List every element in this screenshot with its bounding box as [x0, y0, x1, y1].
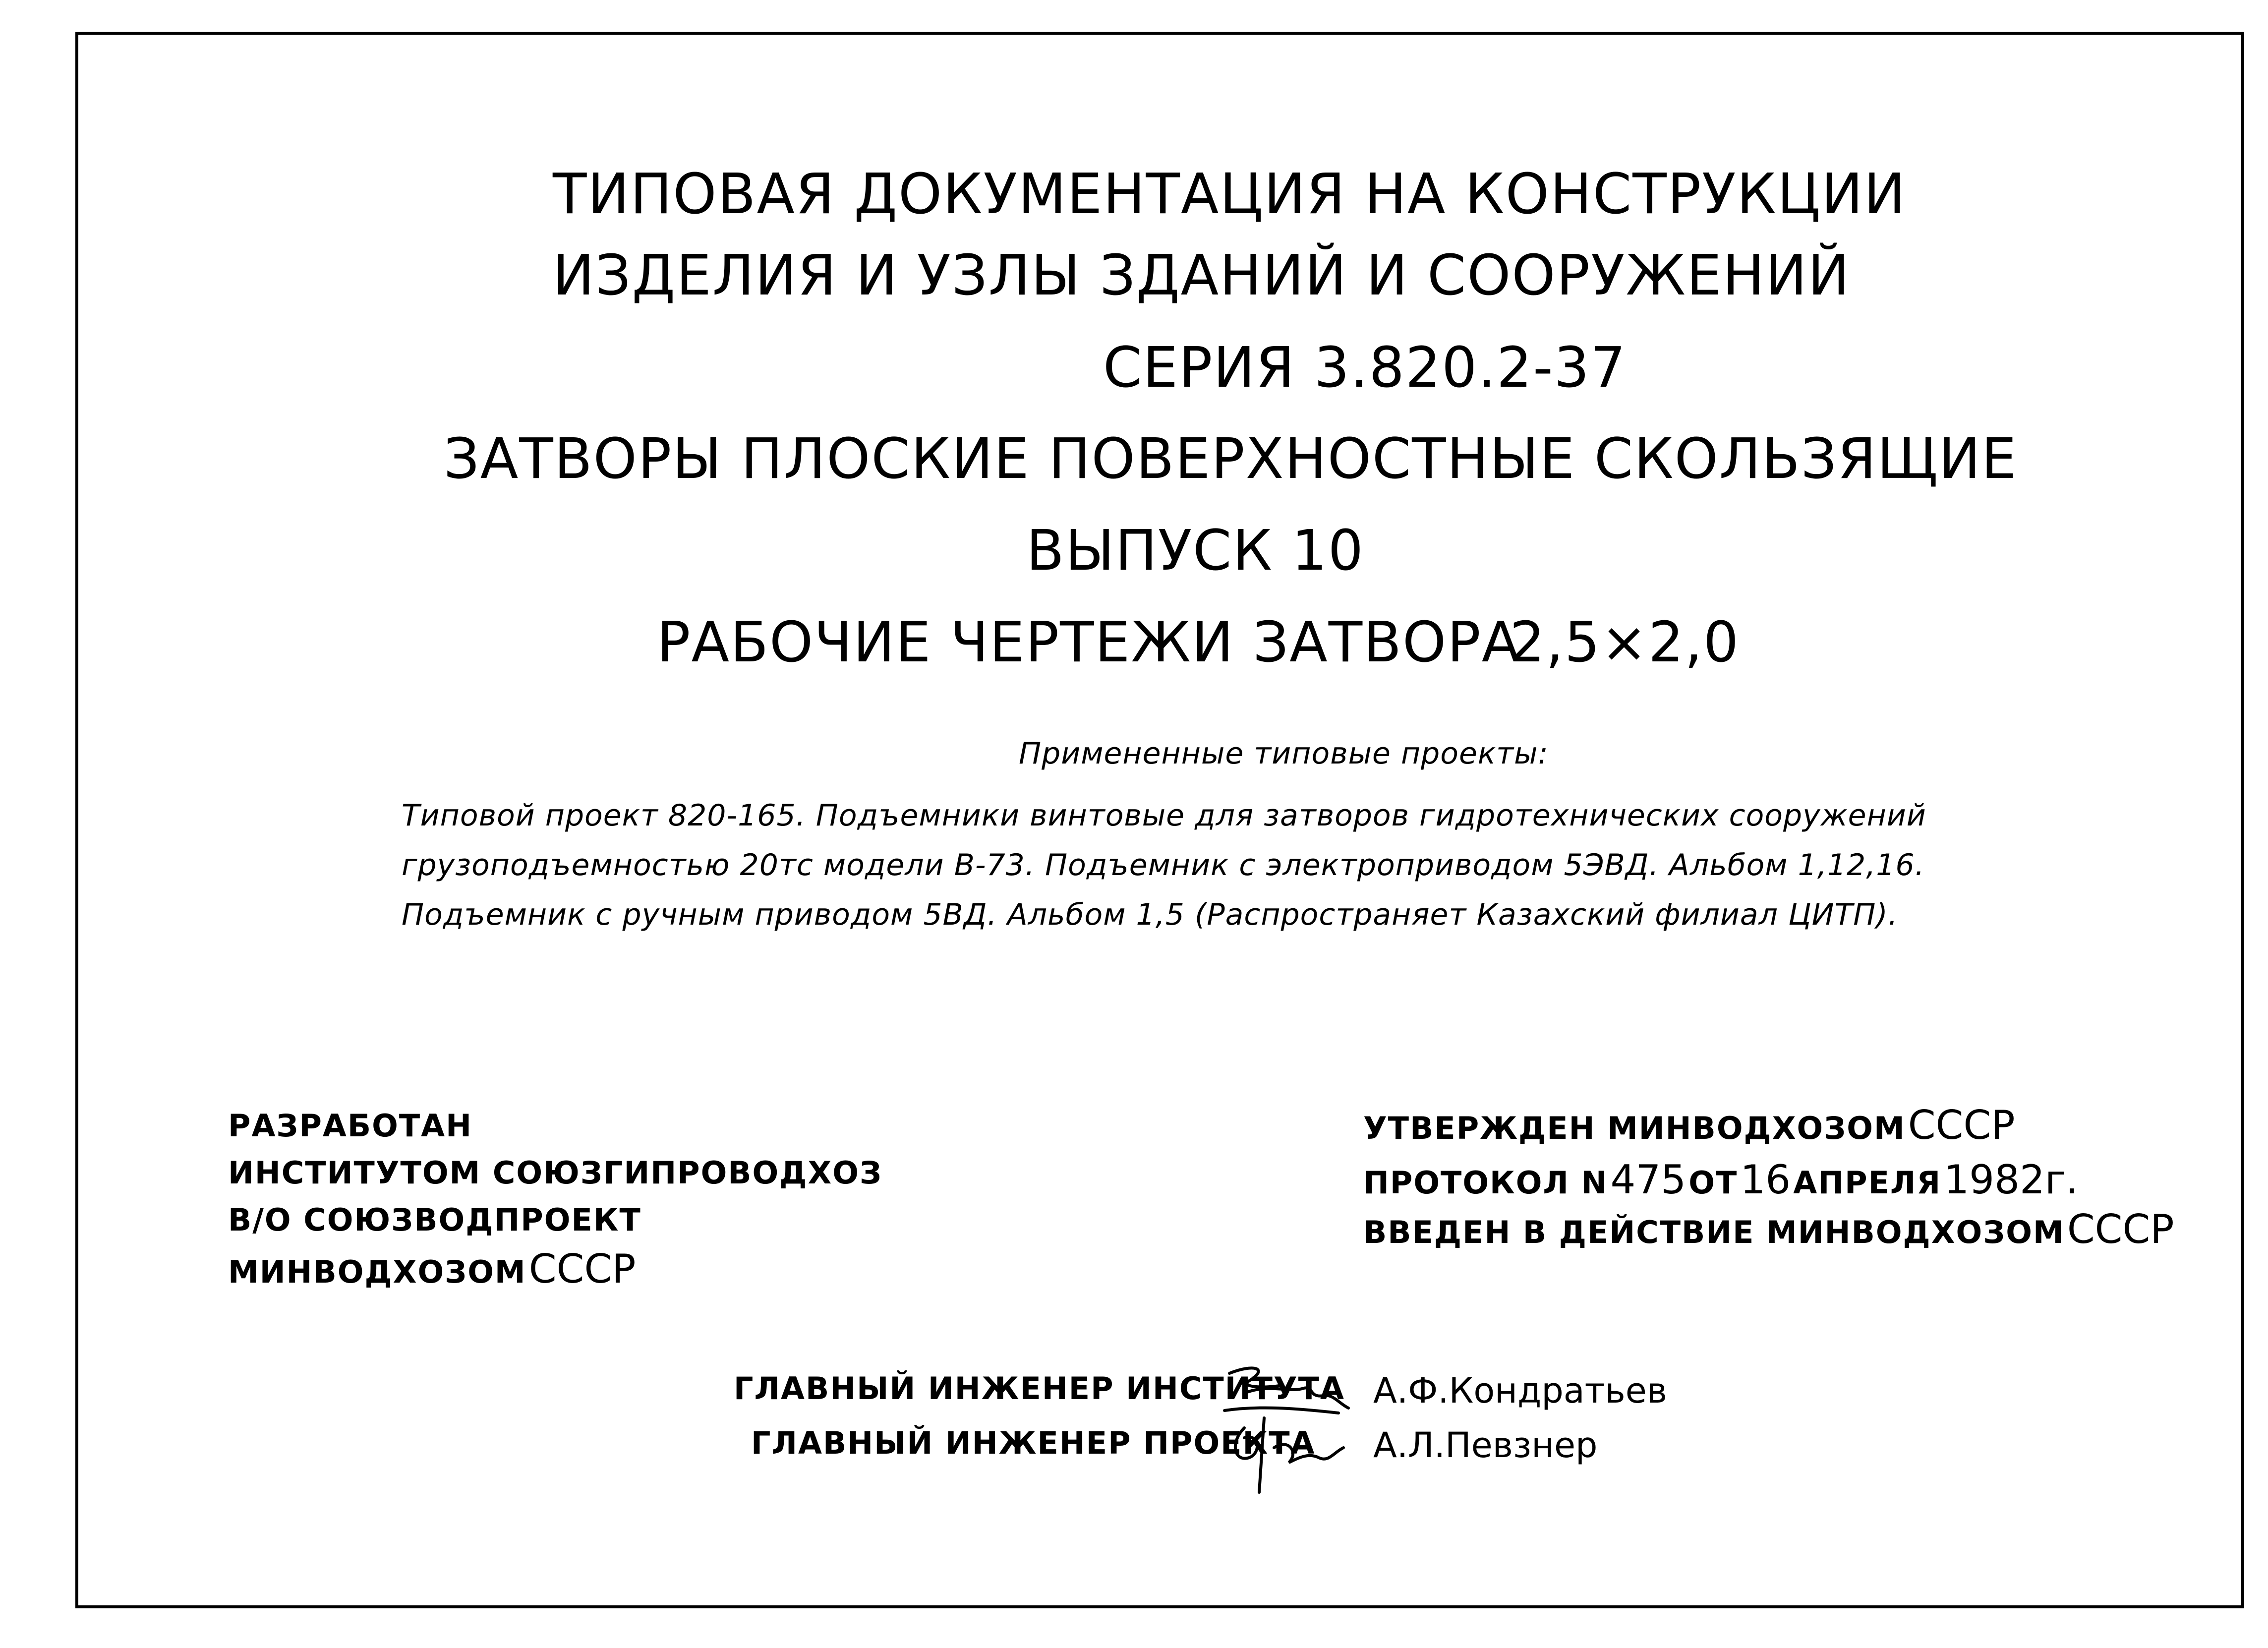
- introduced-label: ВВЕДЕН В ДЕЙСТВИЕ МИНВОДХОЗОМ: [1363, 1214, 2065, 1250]
- developed-line-2: ИНСТИТУТОМ СОЮЗГИПРОВОДХОЗ: [228, 1155, 883, 1191]
- series-number: СЕРИЯ 3.820.2-37: [1103, 336, 1627, 400]
- applied-projects-line-3: Подъемник с ручным приводом 5ВД. Альбом 1,5 (Распространяет Казахский филиал ЦИТП).: [402, 897, 1898, 932]
- protocol-day: 16: [1740, 1157, 1791, 1203]
- applied-projects-line-2: грузоподъемностью 20тс модели В-73. Подъемник с электроприводом 5ЭВД. Альбом 1,12,16.: [402, 848, 1925, 883]
- drawings-title: РАБОЧИЕ ЧЕРТЕЖИ ЗАТВОРА: [657, 610, 1521, 675]
- protocol-label: ПРОТОКОЛ N: [1363, 1165, 1608, 1201]
- chief-engineer-project-name: А.Л.Певзнер: [1373, 1425, 1598, 1466]
- introduced-ussr: СССР: [2067, 1206, 2174, 1252]
- approved-line-2: [1363, 1157, 2079, 1203]
- developed-ministry: МИНВОДХОЗОМ: [228, 1254, 526, 1290]
- title-line-2: ИЗДЕЛИЯ И УЗЛЫ ЗДАНИЙ И СООРУЖЕНИЙ: [553, 243, 1851, 308]
- approved-ministry: УТВЕРЖДЕН МИНВОДХОЗОМ: [1363, 1110, 1906, 1146]
- protocol-year: 1982г.: [1944, 1157, 2079, 1203]
- developed-ussr: СССР: [528, 1246, 636, 1292]
- signature-pevzner-icon: [1215, 1408, 1353, 1507]
- issue-number: ВЫПУСК 10: [1026, 519, 1364, 583]
- developed-line-4: [228, 1246, 636, 1292]
- approved-line-3: [1363, 1206, 2174, 1252]
- protocol-month: АПРЕЛЯ: [1793, 1165, 1942, 1201]
- protocol-number: 475: [1610, 1157, 1686, 1203]
- gate-size: 2,5×2,0: [1510, 610, 1740, 675]
- approved-ussr: СССР: [1908, 1102, 2015, 1148]
- developed-line-3: В/О СОЮЗВОДПРОЕКТ: [228, 1202, 641, 1238]
- title-line-1: ТИПОВАЯ ДОКУМЕНТАЦИЯ НА КОНСТРУКЦИИ: [553, 162, 1907, 227]
- applied-projects-line-1: Типовой проект 820-165. Подъемники винтовые для затворов гидротехнических сооружений: [402, 798, 1926, 833]
- applied-projects-heading: Примененные типовые проекты:: [1019, 736, 1549, 771]
- developed-line-1: РАЗРАБОТАН: [228, 1108, 473, 1144]
- subject-title: ЗАТВОРЫ ПЛОСКИЕ ПОВЕРХНОСТНЫЕ СКОЛЬЗЯЩИЕ: [444, 427, 2018, 491]
- chief-engineer-institute-name: А.Ф.Кондратьев: [1373, 1370, 1668, 1411]
- protocol-from: ОТ: [1688, 1165, 1738, 1201]
- chief-engineer-project-label: ГЛАВНЫЙ ИНЖЕНЕР ПРОЕКТА: [751, 1425, 1316, 1461]
- chief-engineer-institute-label: ГЛАВНЫЙ ИНЖЕНЕР ИНСТИТУТА: [734, 1370, 1345, 1407]
- approved-line-1: [1363, 1102, 2015, 1148]
